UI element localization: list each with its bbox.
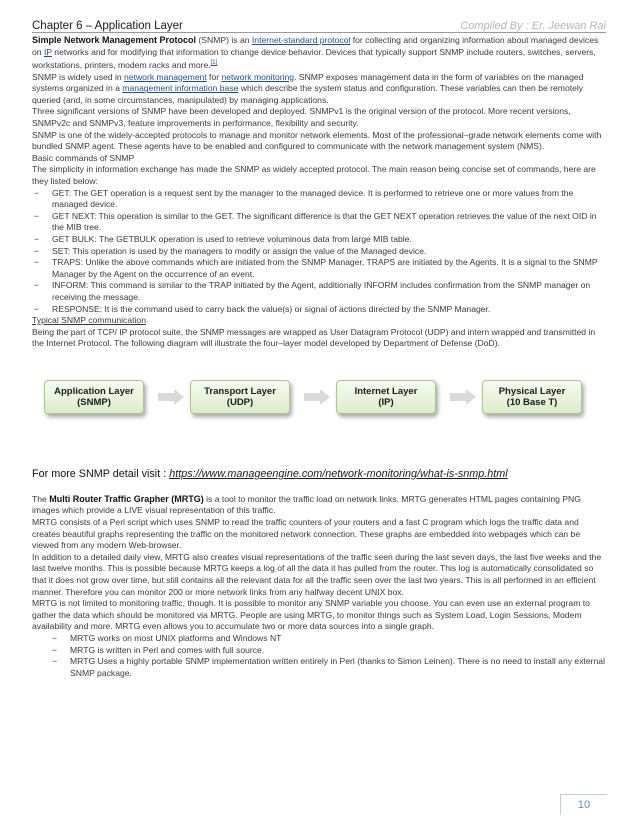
layer-box-physical bbox=[482, 380, 582, 414]
mrtg-paragraph-4: MRTG is not limited to monitoring traffic, though. It is possible to monitor any SNMP variable you choose. You can even use an external program to gather the data which should be monitored via MRTG. People are using MRTG, to monitor things such as System Load, Login Sessions, Modem availability and more. MRTG even allows you to accumulate two or more data sources into a single graph. bbox=[32, 598, 590, 632]
link-internet-standard[interactable]: Internet-standard protocol bbox=[251, 35, 351, 45]
layer-box-title: Physical Layer bbox=[498, 385, 566, 397]
mrtg-paragraph-2: MRTG consists of a Perl script which uses SNMP to read the traffic counters of your routers and a fast C program which logs the traffic data and creates beautiful graphs representing the traffic on the monitored network connection. These graphs are embedded into webpages which can be viewed from any modern Web-browser. bbox=[32, 517, 581, 551]
list-item: − TRAPS: Unlike the above commands which are initiated from the SNMP Manager, TRAPS are initiated by the Agents. It is a signal to the SNMP Manager by the Agent on the occurrence of an event. bbox=[32, 257, 606, 280]
layer-box-transport bbox=[190, 380, 290, 414]
text-run: . SNMP exposes management data in the form of variables on the managed systems organized in a bbox=[32, 71, 584, 94]
layer-box-title: Transport Layer bbox=[204, 385, 276, 397]
page-header bbox=[32, 12, 606, 33]
layer-box-internet bbox=[336, 380, 436, 414]
mrtg-section bbox=[32, 494, 606, 680]
snmp-paragraph-4: SNMP is one of the widely-accepted protocols to manage and monitor network elements. Most of the professional–grade network elements come with bundled SNMP agent. These agents have to be enabled and configured to communicate with the network management system (NMS). bbox=[32, 129, 602, 152]
mrtg-paragraph-1 bbox=[32, 494, 606, 517]
chapter-title: Chapter 6 – Application Layer bbox=[32, 20, 183, 32]
mrtg-paragraph-3: In addition to a detailed daily view, MRTG also creates visual representations of the traffic seen during the last seven days, the last five weeks and the last twelve months. This is possible because MRTG keeps a log of all the data it has pulled from the router. This log is automatically consolidated so that it does not grow over time, but still contains all the relevant data for all the traffic seen over the last two years. This is all performed in an efficient manner. Therefore you can monitor 200 or more network links from any halfway decent UNIX box. bbox=[32, 551, 602, 597]
mrtg-term: Multi Router Traffic Grapher (MRTG) bbox=[49, 493, 204, 504]
text-run: for bbox=[206, 71, 222, 82]
arrow-right-icon bbox=[450, 389, 476, 405]
text-run: is a tool to monitor the traffic load on network links. MRTG generates HTML pages containing PNG images which provide a LIVE visual representation of this traffic. bbox=[32, 493, 581, 516]
layer-box-title: Internet Layer bbox=[354, 385, 418, 397]
compiled-by: Compiled By : Er. Jeewan Rai bbox=[460, 20, 606, 32]
layer-box-subtitle: (SNMP) bbox=[77, 396, 111, 408]
snmp-term: Simple Network Management Protocol bbox=[32, 35, 197, 45]
text-run: networks and for modifying that information to change device behavior. Devices that typically support SNMP include routers, switches, servers, workstations, printers, modem racks and more. bbox=[32, 46, 596, 71]
snmp-detail-link[interactable]: https://www.manageengine.com/network-monitoring/what-is-snmp.html bbox=[169, 467, 508, 480]
arrow-right-icon bbox=[304, 389, 330, 405]
more-info-line bbox=[32, 468, 606, 480]
document-page bbox=[32, 12, 606, 679]
layer-box-subtitle: (10 Base T) bbox=[506, 396, 558, 408]
snmp-communication-heading: Typical SNMP communication bbox=[32, 315, 146, 326]
layer-box-subtitle: (IP) bbox=[378, 396, 394, 408]
layer-box-title: Application Layer bbox=[54, 385, 134, 397]
snmp-paragraph-6: The simplicity in information exchange has made the SNMP as widely accepted protocol. The main reason being concise set of commands, here are they listed below: bbox=[32, 164, 596, 186]
list-item: − RESPONSE: It is the command used to carry back the value(s) or signal of actions directed by the SNMP Manager. bbox=[32, 304, 606, 316]
snmp-paragraph-1 bbox=[32, 35, 606, 72]
mrtg-feature-list bbox=[32, 633, 606, 679]
text-run: (SNMP) is an bbox=[196, 35, 252, 45]
list-item: − MRTG works on most UNIX platforms and Windows NT bbox=[50, 633, 606, 645]
citation-link[interactable]: [1] bbox=[210, 60, 218, 67]
list-item: − GET NEXT: This operation is similar to the GET. The significant difference is that the GET NEXT operation retrieves the value of the next OID in the MIB tree. bbox=[32, 211, 606, 234]
list-item: − GET BULK: The GETBULK operation is used to retrieve voluminous data from large MIB table. bbox=[32, 234, 606, 246]
arrow-right-icon bbox=[158, 389, 184, 405]
list-item: − MRTG Uses a highly portable SNMP implementation written entirely in Perl (thanks to Simon Leinen). There is no need to install any external SNMP package. bbox=[50, 656, 606, 679]
text-run: which describe the system status and configuration. These variables can then be remotely queried (and, in some circumstances, manipulated) by managing applications. bbox=[32, 83, 584, 105]
snmp-communication-text: Being the part of TCP/ IP protocol suite, the SNMP messages are wrapped as User Datagram Protocol (UDP) and intern wrapped and transmitted in the Internet Protocol. The following diagram will illustrate the four–layer model developed by Department of Defense (DoD). bbox=[32, 326, 596, 349]
snmp-commands-heading: Basic commands of SNMP bbox=[32, 152, 135, 163]
layer-box-subtitle: (UDP) bbox=[226, 396, 254, 408]
list-item: − GET: The GET operation is a request sent by the manager to the managed device. It is performed to retrieve one or more values from the managed device. bbox=[32, 188, 606, 211]
layer-box-application bbox=[44, 380, 144, 414]
snmp-command-list bbox=[32, 188, 606, 316]
text-run: The bbox=[32, 493, 50, 504]
page-number: 10 bbox=[560, 794, 607, 815]
more-info-prefix: For more SNMP detail visit : bbox=[32, 467, 170, 480]
list-item: − INFORM: This command is similar to the TRAP initiated by the Agent, additionally INFORM includes confirmation from the SNMP manager on receiving the message. bbox=[32, 280, 606, 303]
link-mib[interactable]: management information base bbox=[122, 83, 239, 94]
text-run: for collecting and organizing information about managed devices on bbox=[32, 35, 599, 57]
snmp-paragraph-2 bbox=[32, 72, 606, 107]
link-network-monitoring[interactable]: network monitoring bbox=[221, 71, 295, 82]
snmp-section bbox=[32, 35, 606, 350]
text-run: SNMP is widely used in bbox=[32, 71, 125, 82]
link-ip[interactable]: IP bbox=[43, 46, 52, 57]
list-item: − SET: This operation is used by the managers to modify or assign the value of the Managed device. bbox=[32, 246, 606, 258]
list-item: − MRTG is written in Perl and comes with full source. bbox=[50, 645, 606, 657]
layer-diagram bbox=[44, 380, 606, 442]
link-network-management[interactable]: network management bbox=[124, 71, 207, 82]
snmp-paragraph-3: Three significant versions of SNMP have been developed and deployed. SNMPv1 is the original version of the protocol. More recent versions, SNMPv2c and SNMPv3, feature improvements in performance, flexibility and security. bbox=[32, 106, 571, 129]
